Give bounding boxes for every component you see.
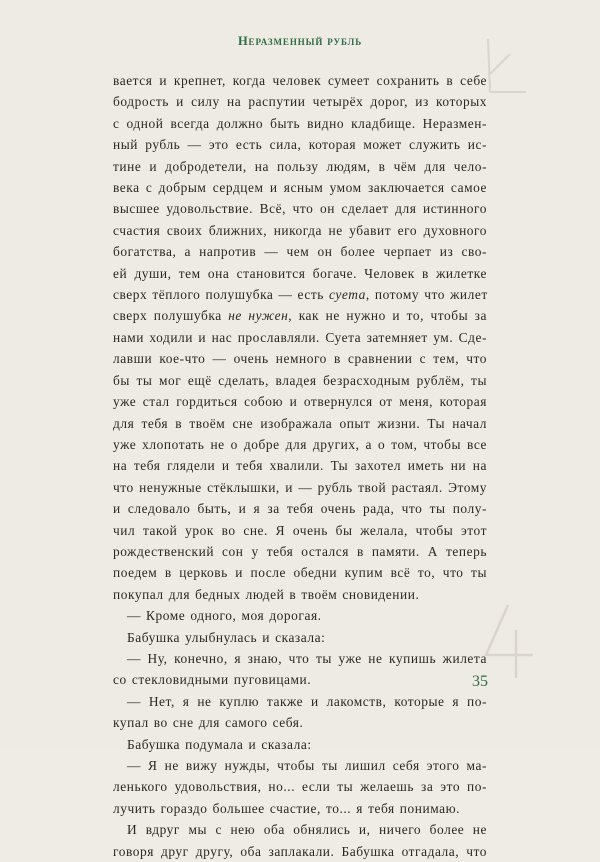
page-number: 35 — [472, 673, 488, 690]
text-line: лучить гораздо большее счастие, то... я тебя понимаю. — [113, 800, 461, 816]
text-line: Бабушка улыбнулась и сказала: — [127, 629, 326, 645]
text-line: для тебя в твоём сне изображала опыт жизни. Ты начал — [113, 415, 487, 431]
margin-ornament-bottom — [478, 600, 538, 680]
text-line: ей души, тем она становится богаче. Человек в жилетке — [113, 265, 487, 281]
text-line: ный рубль — это есть сила, которая может служить ис- — [113, 137, 487, 153]
text-line: что ненужные стёклышки, и — рубль твой растаял. Этому — [113, 479, 487, 495]
text-line: века с добрым сердцем и ясным умом заключается самое — [113, 180, 487, 196]
text-line: сверх тёплого полушубка — есть суета, потому что жилет — [113, 287, 488, 303]
text-line: бы ты мог ещё сделать, владея безрасходным рублём, ты — [113, 372, 487, 388]
dialogue-line: — Кроме одного, моя дорогая. — [127, 608, 322, 624]
text-line: покупал для бедных людей в твоём сновидении. — [113, 586, 420, 602]
text-line: лавши кое-что — очень немного в сравнении с тем, что — [113, 351, 487, 367]
text-line: богатства, а напротив — чем он более черпает из сво- — [113, 244, 487, 260]
text-line: говоря друг другу, оба заплакали. Бабушка отгадала, что — [113, 843, 487, 859]
emphasis: суета — [329, 287, 366, 303]
dialogue-line: — Я не вижу нужды, чтобы ты лишил себя этого ма- — [127, 758, 487, 773]
text-line: поедем в церковь и после обедни купим всё то, что ты — [113, 565, 487, 581]
text-line: бодрость и силу на распутии четырёх дорог, из которых — [113, 94, 487, 110]
text-line: И вдруг мы с нею оба обнялись и, ничего более не — [127, 822, 487, 838]
text-line: купал во сне для самого себя. — [113, 715, 304, 731]
text-line: счастия своих ближних, никогда не убавит его духовного — [113, 222, 487, 238]
text-line: на тебя глядели и тебя хвалили. Ты захотел иметь ни на — [113, 458, 487, 474]
text-line: высшее удовольствие. Всё, что он сделает для истинного — [113, 201, 487, 217]
running-title: Неразменный рубль — [237, 34, 363, 48]
text-line: чил такой урок во сне. Я очень бы желала, чтобы этот — [113, 522, 487, 538]
text-line: сверх полушубка не нужен, как не нужно и то, чтобы за — [113, 308, 488, 324]
text-line: тине и добродетели, на пользу людям, в чём для чело- — [113, 158, 487, 174]
text-line: с одной всегда должно быть видно кладбище. Неразмен- — [113, 115, 487, 131]
text-line: ленького удовольствия, но... если ты желаешь за это по- — [113, 779, 487, 795]
text-line: и следовало быть, и я за тебя очень рада, что ты полу- — [113, 501, 487, 517]
text-line: уже хлопотать не о добре для других, а о том, чтобы все — [113, 436, 487, 452]
dialogue-line: — Ну, конечно, я знаю, что ты уже не купишь жилета — [127, 650, 487, 666]
text-line: уже стал гордиться собою и отвернулся от меня, которая — [113, 394, 487, 410]
emphasis: не нужен — [228, 308, 289, 324]
body-text — [113, 70, 487, 862]
text-line: рождественский сон у тебя остался в памяти. А теперь — [113, 543, 487, 559]
text-line: нами ходили и нас прославляли. Суета затемняет ум. Сде- — [113, 329, 487, 345]
dialogue-line: — Нет, я не куплю также и лакомств, которые я по- — [127, 693, 487, 709]
text-line: Бабушка подумала и сказала: — [127, 736, 312, 752]
text-line: со стекловидными пуговицами. — [113, 672, 312, 688]
text-line: вается и крепнет, когда человек сумеет сохранить в себе — [113, 73, 487, 88]
